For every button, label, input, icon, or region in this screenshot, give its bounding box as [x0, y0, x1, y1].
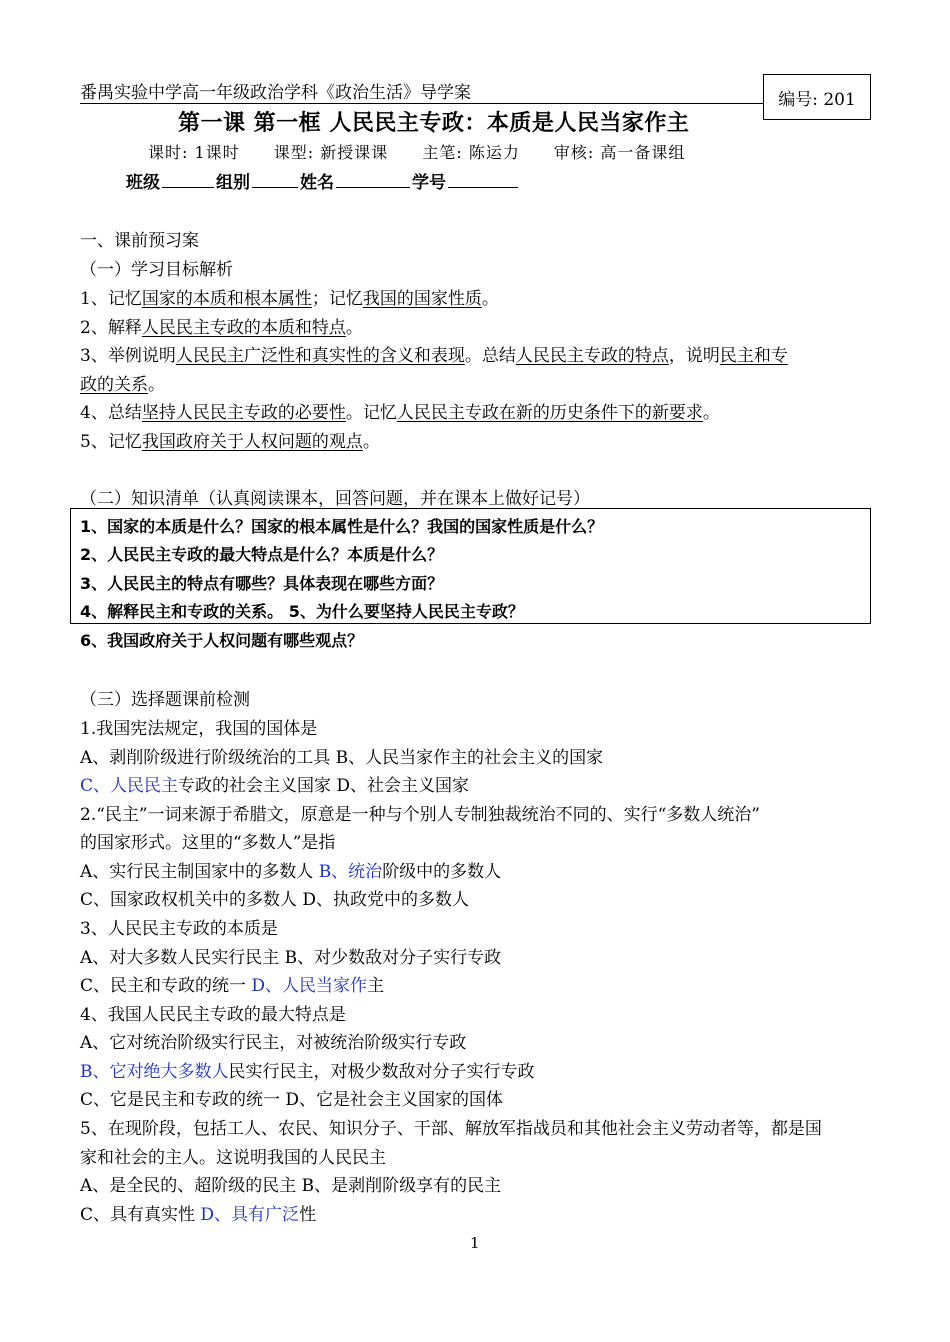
- knowledge-question: 6、我国政府关于人权问题有哪些观点？: [80, 631, 364, 650]
- goal-3: 3、举例说明人民民主广泛性和真实性的含义和表现。总结人民民主专政的特点，说明民主和专: [80, 346, 788, 366]
- goal-1: 1、记忆国家的本质和根本属性；记忆我国的国家性质。: [80, 289, 499, 309]
- quiz-q4-options-cd: C、它是民主和专政的统一 D、它是社会主义国家的国体: [80, 1090, 504, 1110]
- student-info-line: [126, 168, 520, 193]
- quiz-q4-option-b: B、它对绝大多数人民实行民主，对极少数敌对分子实行专政: [80, 1062, 535, 1082]
- answer-highlight: B、它对绝大多数人: [80, 1062, 229, 1082]
- quiz-q5-cont: 家和社会的主人。这说明我国的人民民主: [80, 1148, 386, 1168]
- quiz-q1-options-cd: C、人民民主专政的社会主义国家 D、社会主义国家: [80, 776, 470, 796]
- header-rule: [80, 103, 763, 104]
- meta-review: 审核: 高一备课组: [553, 143, 686, 162]
- page-number: 1: [470, 1234, 480, 1252]
- name-blank[interactable]: [336, 169, 410, 188]
- quiz-q5-options-ab: A、是全民的、超阶级的民主 B、是剥削阶级享有的民主: [80, 1176, 502, 1196]
- class-blank[interactable]: [162, 169, 214, 188]
- goal-5: 5、记忆我国政府关于人权问题的观点。: [80, 432, 380, 452]
- quiz-q3-options-ab: A、对大多数人民实行民主 B、对少数敌对分子实行专政: [80, 948, 502, 968]
- subsection-quiz: （三）选择题课前检测: [80, 690, 250, 710]
- lesson-meta: [148, 140, 713, 163]
- quiz-q4-option-a: A、它对统治阶级实行民主，对被统治阶级实行专政: [80, 1033, 467, 1053]
- number-blank[interactable]: [448, 169, 518, 188]
- goal-2: 2、解释人民民主专政的本质和特点。: [80, 318, 363, 338]
- answer-highlight: D、人民当家作: [251, 976, 368, 996]
- group-blank[interactable]: [252, 169, 298, 188]
- answer-highlight: C、人民民主: [80, 776, 179, 796]
- meta-period: 课时: 1课时: [148, 143, 240, 162]
- knowledge-question: 4、解释民主和专政的关系。 5、为什么要坚持人民民主专政？: [80, 602, 524, 621]
- subsection-goals: （一）学习目标解析: [80, 260, 233, 280]
- knowledge-question: 3、人民民主的特点有哪些？具体表现在哪些方面？: [80, 574, 444, 593]
- goal-3-cont: 政的关系。: [80, 375, 165, 395]
- page-title: 第一课 第一框 人民民主专政：本质是人民当家作主: [178, 111, 690, 136]
- subsection-knowledge: （二）知识清单（认真阅读课本，回答问题，并在课本上做好记号）: [80, 489, 590, 509]
- quiz-q5: 5、在现阶段，包括工人、农民、知识分子、干部、解放军指战员和其他社会主义劳动者等，都是国: [80, 1119, 822, 1139]
- quiz-q3: 3、人民民主专政的本质是: [80, 919, 278, 939]
- quiz-q2-options-cd: C、国家政权机关中的多数人 D、执政党中的多数人: [80, 890, 470, 910]
- quiz-q2-cont: 的国家形式。这里的“多数人”是指: [80, 833, 336, 853]
- quiz-q1-options-ab: A、剥削阶级进行阶级统治的工具 B、人民当家作主的社会主义的国家: [80, 748, 604, 768]
- quiz-q1: 1.我国宪法规定，我国的国体是: [80, 719, 318, 739]
- quiz-q5-options-cd: C、具有真实性 D、具有广泛性: [80, 1205, 317, 1225]
- quiz-q4: 4、我国人民民主专政的最大特点是: [80, 1005, 346, 1025]
- number-label: 学号: [412, 173, 446, 193]
- school-header: 番禺实验中学高一年级政治学科《政治生活》导学案: [80, 83, 471, 103]
- name-label: 姓名: [300, 173, 334, 193]
- goal-4: 4、总结坚持人民民主专政的必要性。记忆人民民主专政在新的历史条件下的新要求。: [80, 403, 720, 423]
- knowledge-question: 2、人民民主专政的最大特点是什么？本质是什么？: [80, 545, 444, 564]
- quiz-q2-options-ab: A、实行民主制国家中的多数人 B、统治阶级中的多数人: [80, 862, 502, 882]
- quiz-q3-options-cd: C、民主和专政的统一 D、人民当家作主: [80, 976, 385, 996]
- quiz-q2: 2.“民主”一词来源于希腊文，原意是一种与个别人专制独裁统治不同的、实行“多数人统治”: [80, 805, 760, 825]
- group-label: 组别: [216, 173, 250, 193]
- doc-code-box: 编号: 201: [763, 74, 871, 120]
- answer-highlight: B、统治: [318, 862, 383, 882]
- meta-author: 主笔: 陈运力: [422, 143, 520, 162]
- class-label: 班级: [126, 173, 160, 193]
- section-heading: 一、课前预习案: [80, 231, 199, 251]
- meta-type: 课型: 新授课课: [273, 143, 389, 162]
- knowledge-question: 1、国家的本质是什么？国家的根本属性是什么？我国的国家性质是什么？: [80, 517, 604, 536]
- answer-highlight: D、具有广泛: [200, 1205, 300, 1225]
